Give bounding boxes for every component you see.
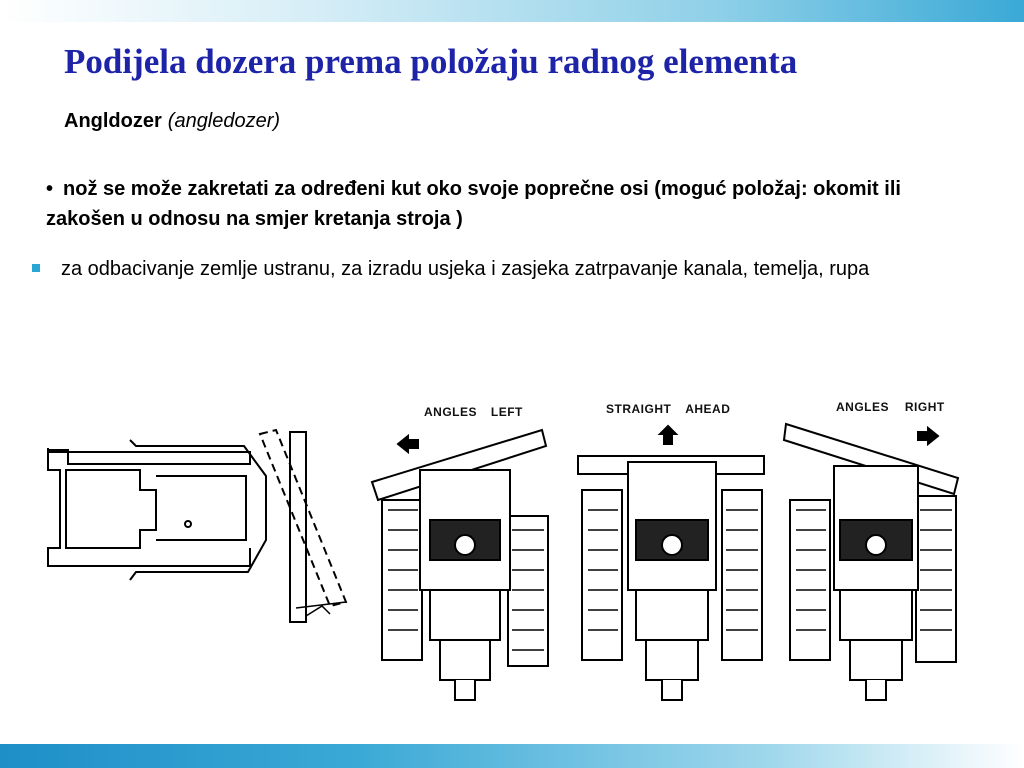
label-angles-right-b: RIGHT: [904, 400, 945, 414]
label-angles-left: [424, 405, 523, 419]
dozer-straight-ahead: [578, 426, 764, 700]
slide-title: Podijela dozera prema položaju radnog elementa: [64, 42, 798, 81]
blade-schematic-figure: [48, 430, 346, 622]
label-angles-right-a: ANGLES: [836, 400, 890, 414]
bullet-usage-text: za odbacivanje zemlje ustranu, za izradu usjeka i zasjeka zatrpavanje kanala, temelja, rupa: [61, 258, 870, 280]
dozer-angles-right: [784, 424, 958, 700]
label-straight-ahead: [606, 402, 730, 416]
bullet-dot: •: [46, 178, 54, 200]
label-angles-right: [836, 400, 945, 414]
dozer-angles-left: [372, 430, 548, 700]
label-angles-left-a: ANGLES: [424, 405, 478, 419]
label-straight-a: STRAIGHT: [606, 402, 672, 416]
label-straight-b: AHEAD: [685, 402, 731, 416]
subtitle-term: Angldozer: [64, 110, 162, 132]
label-angles-left-b: LEFT: [490, 405, 523, 419]
bullet-rotation-text: nož se može zakretati za određeni kut oko svoje poprečne osi (moguć položaj: okomit ili zakošen u odnosu na smjer kretanja stroja ): [46, 178, 901, 230]
subtitle-translation: (angledozer): [167, 110, 281, 132]
